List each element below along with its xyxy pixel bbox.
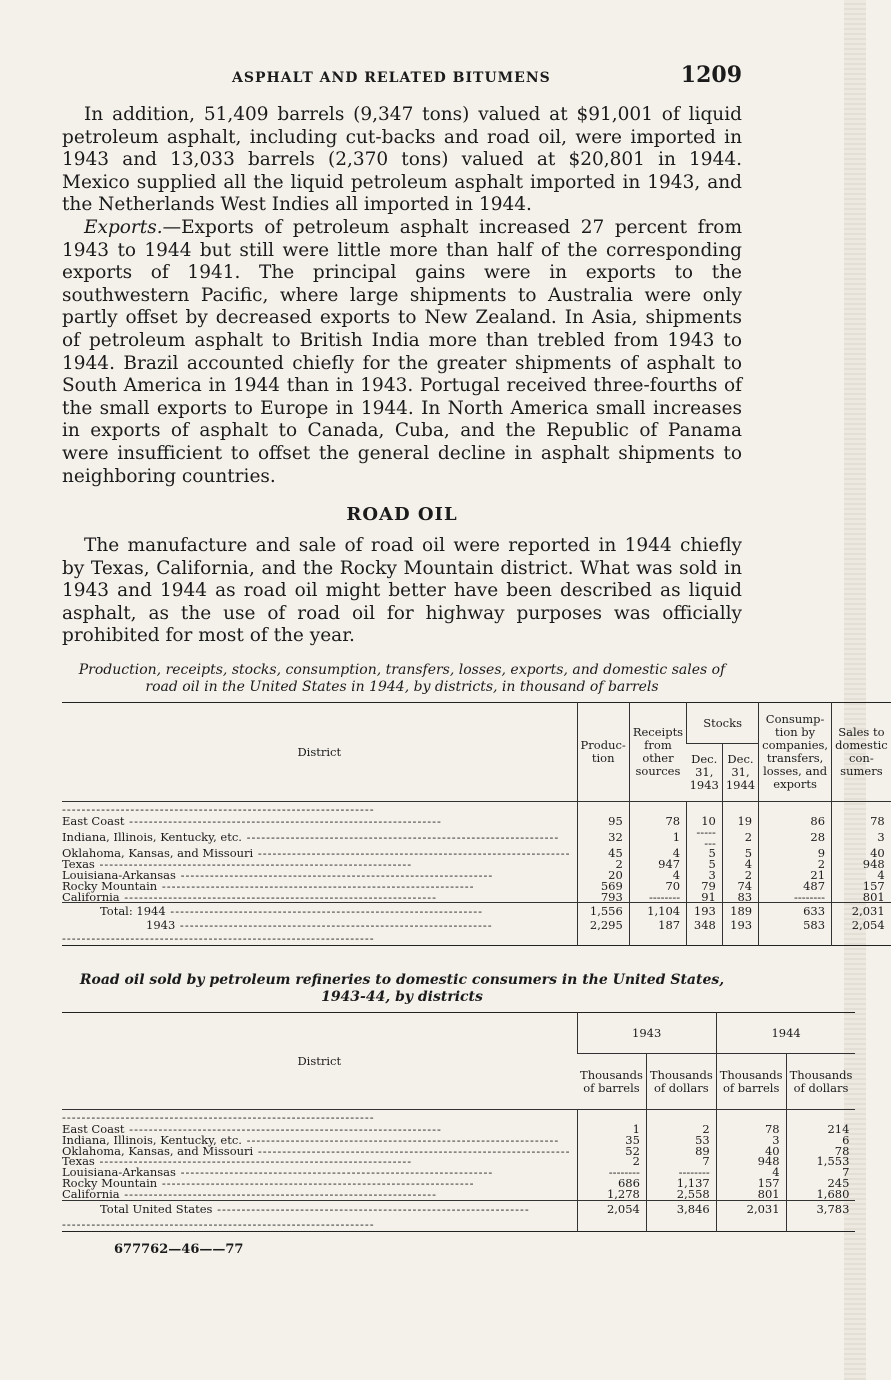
cell-dollars-1943: 1,137 (646, 1178, 716, 1189)
cell-barrels-1944: 157 (716, 1178, 786, 1189)
row-district: California ----- (62, 892, 577, 903)
cell-barrels-1943: 2 (577, 1156, 646, 1167)
row-district: Louisiana-Arkansas ----- (62, 1167, 577, 1178)
cell-dollars-1943: 7 (646, 1156, 716, 1167)
cell-stocks-1944: 189 (722, 903, 758, 920)
cell-stocks-1943: 193 (687, 903, 723, 920)
cell-barrels-1944: 40 (716, 1146, 786, 1157)
row-district: Louisiana-Arkansas ----- (62, 870, 577, 881)
cell-sales: 157 (832, 881, 891, 892)
cell-receipts: 78 (629, 816, 686, 827)
cell-dollars-1943: 89 (646, 1146, 716, 1157)
cell-consumption: 583 (759, 920, 832, 931)
cell-stocks-1944: 5 (722, 848, 758, 859)
cell-dollars-1944: 7 (786, 1167, 855, 1178)
page-header (62, 62, 742, 104)
cell-stocks-1943: 348 (687, 920, 723, 931)
cell-dollars-1944: 1,553 (786, 1156, 855, 1167)
header-stocks: Stocks (687, 703, 759, 744)
cell-sales: 801 (832, 892, 891, 903)
cell-dollars-1944: 1,680 (786, 1189, 855, 1200)
header-dollars-1944: Thousands of dollars (786, 1054, 855, 1110)
cell-stocks-1943: 5 (687, 859, 723, 870)
table-row (62, 892, 891, 903)
row-district: Texas ----- (62, 859, 577, 870)
cell-dollars-1943: 2,558 (646, 1189, 716, 1200)
cell-sales: 948 (832, 859, 891, 870)
cell-stocks-1944: 2 (722, 870, 758, 881)
cell-production: 32 (577, 827, 629, 849)
cell-dollars-1944: 245 (786, 1178, 855, 1189)
cell-receipts: 70 (629, 881, 686, 892)
table1-caption: Production, receipts, stocks, consumption, transfers, losses, exports, and domestic sales of road oil in the United States in 1944, by districts, in thousand of barrels (78, 662, 726, 696)
cell-dollars-1944: 6 (786, 1135, 855, 1146)
cell-production: 95 (577, 816, 629, 827)
cell-production: 2 (577, 859, 629, 870)
cell-sales: 4 (832, 870, 891, 881)
row-district: Texas ----- (62, 1156, 577, 1167)
header-dollars-1943: Thousands of dollars (646, 1054, 716, 1110)
cell-stocks-1944: 193 (722, 920, 758, 931)
paragraph-imports: In addition, 51,409 barrels (9,347 tons) valued at $91,001 of liquid petroleum asphalt, including cut-backs and road oil, were imported in 1943 and 13,033 barrels (2,370 tons) valued at $20,801 in 1944. Mexico supplied all the liquid petroleum asphalt imported in 1943, and the Netherlands West Indies all imported in 1944. (62, 104, 742, 216)
cell-stocks-1943: -------- (687, 827, 723, 849)
section-title: ROAD OIL (346, 504, 458, 526)
header-sales: Sales to domestic con-sumers (832, 703, 891, 802)
table-total-row (62, 920, 891, 931)
header-consumption: Consump-tion by companies, transfers, losses, and exports (759, 703, 832, 802)
cell-sales: 2,031 (832, 903, 891, 920)
cell-production: 2,295 (577, 920, 629, 931)
table-row (62, 827, 891, 849)
cell-sales: 2,054 (832, 920, 891, 931)
total-label: Total: 1944 ----- (62, 903, 577, 920)
print-code: 677762—46——77 (114, 1242, 244, 1258)
cell-stocks-1943: 5 (687, 848, 723, 859)
paragraph-exports (62, 217, 742, 488)
cell-production: 20 (577, 870, 629, 881)
row-district: Indiana, Illinois, Kentucky, etc. ----- (62, 827, 577, 849)
paragraph-road-oil: The manufacture and sale of road oil were reported in 1944 chiefly by Texas, California, and the Rocky Mountain district. What was sold in 1943 and 1944 as road oil might better have been described as liquid asphalt, as the use of road oil for highway purposes was officially prohibited for most of the year. (62, 535, 742, 647)
cell-sales: 40 (832, 848, 891, 859)
cell-barrels-1943: 1,278 (577, 1189, 646, 1200)
table-total-row (62, 1200, 855, 1217)
cell-consumption: 633 (759, 903, 832, 920)
row-district: East Coast ----- (62, 1124, 577, 1135)
cell-consumption: 2 (759, 859, 832, 870)
cell-dollars-1944: 78 (786, 1146, 855, 1157)
table-road-oil-production (62, 702, 891, 946)
row-district: Indiana, Illinois, Kentucky, etc. ----- (62, 1135, 577, 1146)
row-district: Rocky Mountain ----- (62, 881, 577, 892)
header-receipts: Receipts from other sources (629, 703, 686, 802)
row-district: Oklahoma, Kansas, and Missouri ----- (62, 848, 577, 859)
cell-barrels-1943: -------- (577, 1167, 646, 1178)
document-page (62, 62, 888, 1258)
cell-barrels-1943: 2,054 (577, 1200, 646, 1217)
cell-receipts: 1,104 (629, 903, 686, 920)
cell-dollars-1943: 2 (646, 1124, 716, 1135)
cell-stocks-1943: 79 (687, 881, 723, 892)
cell-barrels-1943: 35 (577, 1135, 646, 1146)
cell-dollars-1943: 3,846 (646, 1200, 716, 1217)
cell-sales: 3 (832, 827, 891, 849)
header-year-1943: 1943 (577, 1013, 716, 1054)
row-district: Rocky Mountain ----- (62, 1178, 577, 1189)
running-head: ASPHALT AND RELATED BITUMENS (232, 70, 551, 86)
header-stocks-1944: Dec. 31, 1944 (722, 744, 758, 802)
cell-receipts: -------- (629, 892, 686, 903)
cell-barrels-1944: 2,031 (716, 1200, 786, 1217)
cell-production: 1,556 (577, 903, 629, 920)
cell-sales: 78 (832, 816, 891, 827)
cell-stocks-1943: 10 (687, 816, 723, 827)
header-barrels-1944: Thousands of barrels (716, 1054, 786, 1110)
cell-barrels-1944: 948 (716, 1156, 786, 1167)
cell-production: 569 (577, 881, 629, 892)
cell-barrels-1944: 801 (716, 1189, 786, 1200)
table-road-oil-sales (62, 1012, 855, 1232)
cell-stocks-1944: 2 (722, 827, 758, 849)
cell-consumption: 28 (759, 827, 832, 849)
cell-production: 793 (577, 892, 629, 903)
header-district: District (297, 744, 342, 759)
cell-stocks-1943: 91 (687, 892, 723, 903)
cell-barrels-1943: 52 (577, 1146, 646, 1157)
header-year-1944: 1944 (716, 1013, 855, 1054)
cell-barrels-1943: 1 (577, 1124, 646, 1135)
cell-consumption: 21 (759, 870, 832, 881)
total-label: 1943 ----- (62, 920, 577, 931)
cell-consumption: -------- (759, 892, 832, 903)
header-district: District (297, 1053, 342, 1068)
cell-receipts: 4 (629, 848, 686, 859)
cell-stocks-1944: 83 (722, 892, 758, 903)
row-district: Oklahoma, Kansas, and Missouri ----- (62, 1146, 577, 1157)
cell-barrels-1944: 78 (716, 1124, 786, 1135)
table-row (62, 1189, 855, 1200)
cell-barrels-1944: 3 (716, 1135, 786, 1146)
cell-stocks-1944: 19 (722, 816, 758, 827)
cell-receipts: 187 (629, 920, 686, 931)
cell-dollars-1944: 214 (786, 1124, 855, 1135)
page-number: 1209 (680, 62, 742, 88)
row-district: California ----- (62, 1189, 577, 1200)
cell-dollars-1943: -------- (646, 1167, 716, 1178)
cell-barrels-1944: 4 (716, 1167, 786, 1178)
exports-text: —Exports of petroleum asphalt increased 27 percent from 1943 to 1944 but still were little more than half of the corresponding exports of 1941. The principal gains were in exports to the southwestern Pacific, where large shipments to Australia were only partly offset by decreased exports to New Zealand. In Asia, shipments of petroleum asphalt to British India more than trebled from 1943 to 1944. Brazil accounted chiefly for the greater shipments of asphalt to South America in 1944 than in 1943. Portugal received three-fourths of the small exports to Europe in 1944. In North America small increases in exports of asphalt to Canada, Cuba, and the Republic of Panama were insufficient to offset the general decline in asphalt shipments to neighboring countries. (62, 216, 742, 487)
cell-receipts: 947 (629, 859, 686, 870)
cell-dollars-1944: 3,783 (786, 1200, 855, 1217)
cell-receipts: 4 (629, 870, 686, 881)
row-district: East Coast ----- (62, 816, 577, 827)
cell-stocks-1944: 74 (722, 881, 758, 892)
header-production: Produc-tion (577, 703, 629, 802)
header-barrels-1943: Thousands of barrels (580, 1067, 643, 1095)
cell-consumption: 86 (759, 816, 832, 827)
header-stocks-1943: Dec. 31, 1943 (689, 752, 719, 793)
cell-consumption: 487 (759, 881, 832, 892)
cell-production: 45 (577, 848, 629, 859)
cell-barrels-1943: 686 (577, 1178, 646, 1189)
table2-caption: Road oil sold by petroleum refineries to domestic consumers in the United States, 1943-44, by districts (79, 972, 725, 1006)
total-label: Total United States ----- (62, 1200, 577, 1217)
cell-receipts: 1 (629, 827, 686, 849)
exports-lead: Exports. (84, 216, 163, 238)
cell-dollars-1943: 53 (646, 1135, 716, 1146)
cell-consumption: 9 (759, 848, 832, 859)
cell-stocks-1944: 4 (722, 859, 758, 870)
table-row (62, 816, 891, 827)
cell-stocks-1943: 3 (687, 870, 723, 881)
